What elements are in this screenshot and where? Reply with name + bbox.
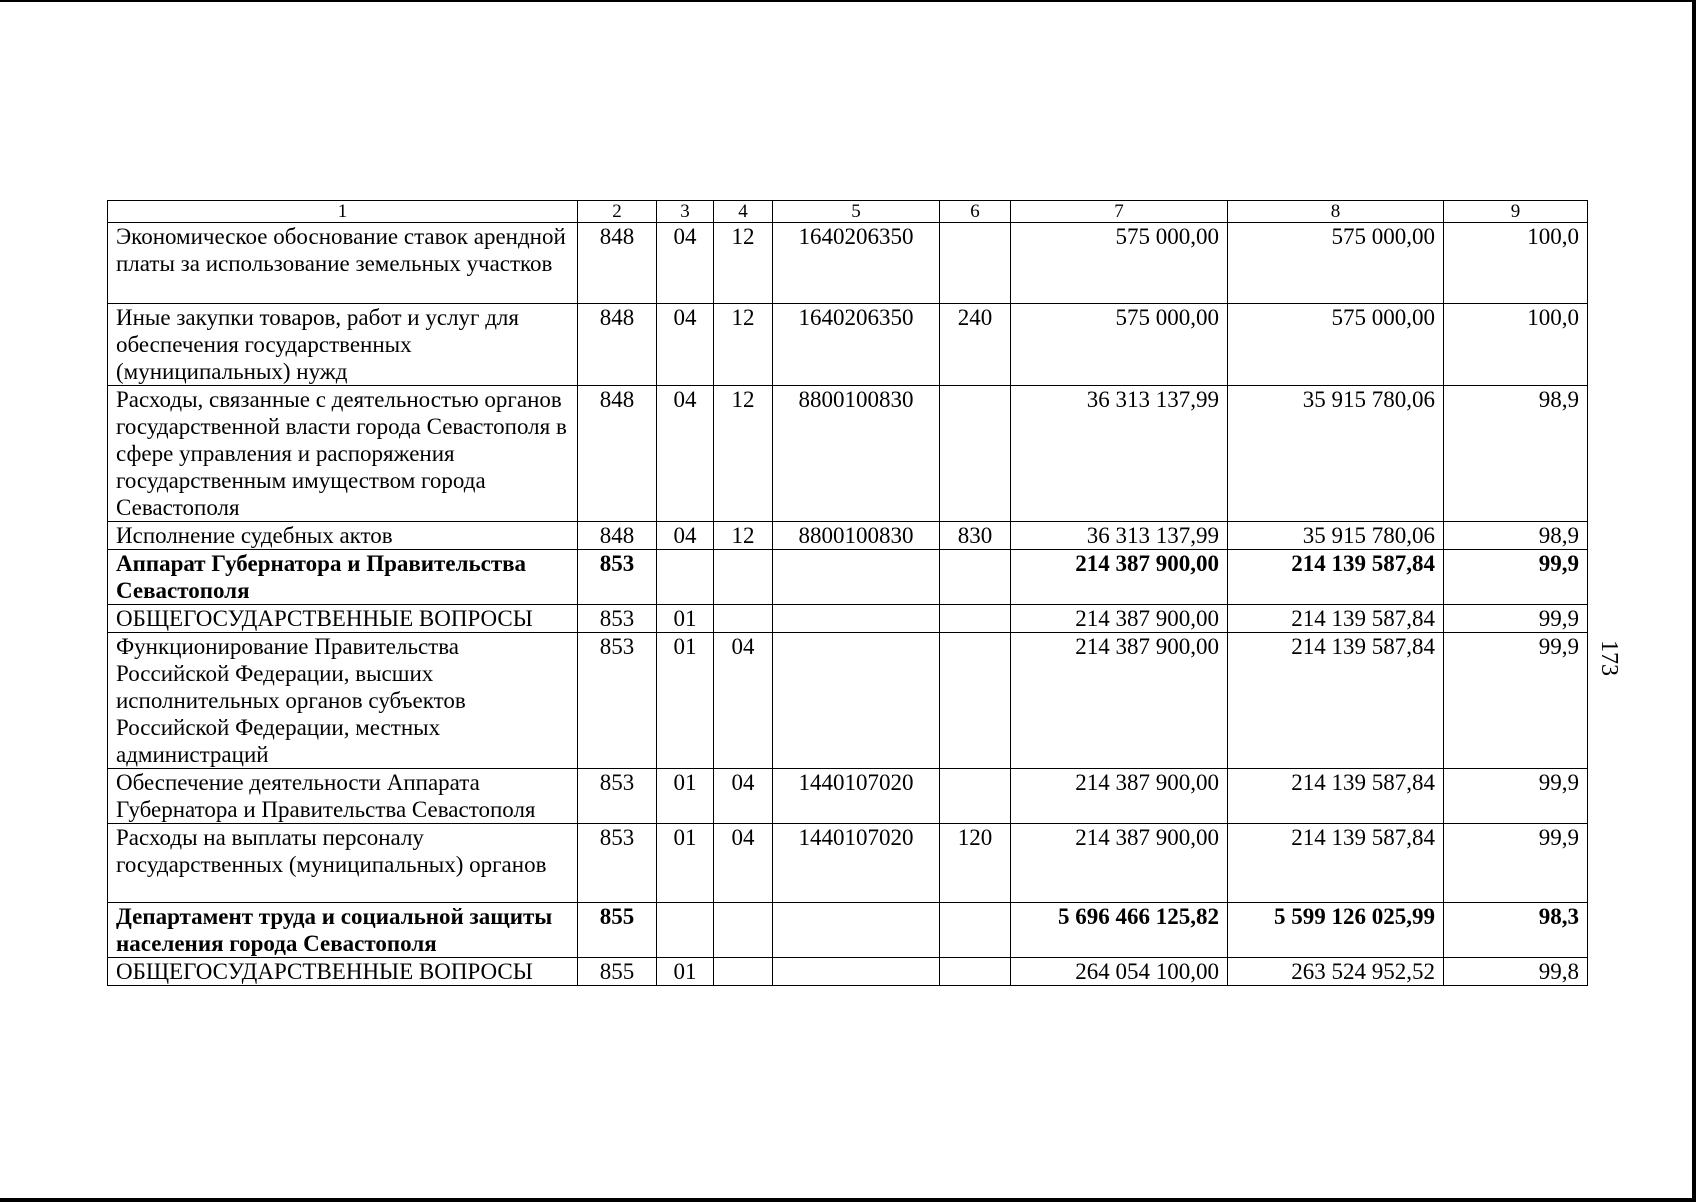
planned-amount-cell: 214 387 900,00 bbox=[1011, 550, 1228, 605]
table-row bbox=[108, 605, 1588, 633]
table-row bbox=[108, 633, 1588, 769]
section-cell: 01 bbox=[657, 958, 714, 986]
subsection-cell: 12 bbox=[714, 522, 773, 550]
section-cell: 04 bbox=[657, 386, 714, 522]
subsection-cell: 12 bbox=[714, 304, 773, 386]
subsection-cell: 12 bbox=[714, 223, 773, 304]
ministry-code-cell: 848 bbox=[578, 522, 657, 550]
planned-amount-cell: 36 313 137,99 bbox=[1011, 522, 1228, 550]
subsection-cell bbox=[714, 903, 773, 958]
execution-percent-cell: 98,9 bbox=[1444, 386, 1588, 522]
subsection-cell: 04 bbox=[714, 824, 773, 903]
column-number-header: 8 bbox=[1228, 201, 1444, 223]
item-name-cell: Аппарат Губернатора и Правительства Севастополя bbox=[108, 550, 578, 605]
expense-type-cell bbox=[940, 958, 1011, 986]
column-number-header: 4 bbox=[714, 201, 773, 223]
ministry-code-cell: 853 bbox=[578, 550, 657, 605]
expense-type-cell bbox=[940, 769, 1011, 824]
column-number-header: 9 bbox=[1444, 201, 1588, 223]
table-row bbox=[108, 304, 1588, 386]
target-article-cell: 1640206350 bbox=[773, 223, 940, 304]
planned-amount-cell: 214 387 900,00 bbox=[1011, 633, 1228, 769]
execution-percent-cell: 99,8 bbox=[1444, 958, 1588, 986]
section-cell: 01 bbox=[657, 824, 714, 903]
expense-type-cell bbox=[940, 386, 1011, 522]
item-name-cell: ОБЩЕГОСУДАРСТВЕННЫЕ ВОПРОСЫ bbox=[108, 605, 578, 633]
expense-type-cell bbox=[940, 633, 1011, 769]
column-number-header: 2 bbox=[578, 201, 657, 223]
section-cell: 01 bbox=[657, 769, 714, 824]
expense-type-cell: 830 bbox=[940, 522, 1011, 550]
ministry-code-cell: 853 bbox=[578, 605, 657, 633]
column-number-row bbox=[108, 201, 1588, 223]
target-article-cell bbox=[773, 958, 940, 986]
table-row bbox=[108, 824, 1588, 903]
table-row bbox=[108, 550, 1588, 605]
expense-type-cell: 240 bbox=[940, 304, 1011, 386]
target-article-cell bbox=[773, 633, 940, 769]
section-cell: 04 bbox=[657, 223, 714, 304]
planned-amount-cell: 214 387 900,00 bbox=[1011, 769, 1228, 824]
column-number-header: 7 bbox=[1011, 201, 1228, 223]
subsection-cell bbox=[714, 550, 773, 605]
executed-amount-cell: 575 000,00 bbox=[1228, 223, 1444, 304]
subsection-cell: 04 bbox=[714, 633, 773, 769]
executed-amount-cell: 214 139 587,84 bbox=[1228, 769, 1444, 824]
planned-amount-cell: 214 387 900,00 bbox=[1011, 824, 1228, 903]
planned-amount-cell: 214 387 900,00 bbox=[1011, 605, 1228, 633]
execution-percent-cell: 99,9 bbox=[1444, 550, 1588, 605]
executed-amount-cell: 5 599 126 025,99 bbox=[1228, 903, 1444, 958]
column-number-header: 1 bbox=[108, 201, 578, 223]
item-name-cell: Функционирование Правительства Российской Федерации, высших исполнительных органов субъектов Российской Федерации, местных администраций bbox=[108, 633, 578, 769]
executed-amount-cell: 575 000,00 bbox=[1228, 304, 1444, 386]
section-cell: 04 bbox=[657, 304, 714, 386]
executed-amount-cell: 35 915 780,06 bbox=[1228, 386, 1444, 522]
ministry-code-cell: 848 bbox=[578, 223, 657, 304]
ministry-code-cell: 853 bbox=[578, 769, 657, 824]
item-name-cell: Расходы на выплаты персоналу государственных (муниципальных) органов bbox=[108, 824, 578, 903]
column-number-header: 5 bbox=[773, 201, 940, 223]
target-article-cell bbox=[773, 605, 940, 633]
expense-type-cell bbox=[940, 903, 1011, 958]
target-article-cell: 1440107020 bbox=[773, 769, 940, 824]
execution-percent-cell: 100,0 bbox=[1444, 223, 1588, 304]
subsection-cell: 04 bbox=[714, 769, 773, 824]
executed-amount-cell: 214 139 587,84 bbox=[1228, 550, 1444, 605]
table-row bbox=[108, 522, 1588, 550]
item-name-cell: Департамент труда и социальной защиты населения города Севастополя bbox=[108, 903, 578, 958]
execution-percent-cell: 99,9 bbox=[1444, 769, 1588, 824]
executed-amount-cell: 263 524 952,52 bbox=[1228, 958, 1444, 986]
planned-amount-cell: 575 000,00 bbox=[1011, 223, 1228, 304]
subsection-cell bbox=[714, 958, 773, 986]
page-number: 173 bbox=[1596, 640, 1622, 676]
section-cell: 04 bbox=[657, 522, 714, 550]
ministry-code-cell: 853 bbox=[578, 633, 657, 769]
item-name-cell: Экономическое обоснование ставок арендной платы за использование земельных участков bbox=[108, 223, 578, 304]
planned-amount-cell: 36 313 137,99 bbox=[1011, 386, 1228, 522]
subsection-cell: 12 bbox=[714, 386, 773, 522]
section-cell: 01 bbox=[657, 605, 714, 633]
execution-percent-cell: 99,9 bbox=[1444, 824, 1588, 903]
table-row bbox=[108, 958, 1588, 986]
column-number-header: 3 bbox=[657, 201, 714, 223]
execution-percent-cell: 99,9 bbox=[1444, 633, 1588, 769]
section-cell: 01 bbox=[657, 633, 714, 769]
budget-table bbox=[107, 200, 1588, 986]
column-number-header: 6 bbox=[940, 201, 1011, 223]
executed-amount-cell: 214 139 587,84 bbox=[1228, 633, 1444, 769]
planned-amount-cell: 5 696 466 125,82 bbox=[1011, 903, 1228, 958]
planned-amount-cell: 575 000,00 bbox=[1011, 304, 1228, 386]
ministry-code-cell: 848 bbox=[578, 304, 657, 386]
target-article-cell: 8800100830 bbox=[773, 386, 940, 522]
item-name-cell: Иные закупки товаров, работ и услуг для обеспечения государственных (муниципальных) нужд bbox=[108, 304, 578, 386]
execution-percent-cell: 100,0 bbox=[1444, 304, 1588, 386]
executed-amount-cell: 214 139 587,84 bbox=[1228, 605, 1444, 633]
subsection-cell bbox=[714, 605, 773, 633]
expense-type-cell bbox=[940, 223, 1011, 304]
table-row bbox=[108, 223, 1588, 304]
execution-percent-cell: 98,3 bbox=[1444, 903, 1588, 958]
executed-amount-cell: 214 139 587,84 bbox=[1228, 824, 1444, 903]
target-article-cell: 8800100830 bbox=[773, 522, 940, 550]
table-row bbox=[108, 903, 1588, 958]
item-name-cell: Расходы, связанные с деятельностью органов государственной власти города Севастополя в сфере управления и распоряжения государственным имуществом города Севастополя bbox=[108, 386, 578, 522]
section-cell bbox=[657, 903, 714, 958]
target-article-cell bbox=[773, 903, 940, 958]
item-name-cell: Обеспечение деятельности Аппарата Губернатора и Правительства Севастополя bbox=[108, 769, 578, 824]
ministry-code-cell: 855 bbox=[578, 958, 657, 986]
expense-type-cell: 120 bbox=[940, 824, 1011, 903]
target-article-cell bbox=[773, 550, 940, 605]
planned-amount-cell: 264 054 100,00 bbox=[1011, 958, 1228, 986]
target-article-cell: 1440107020 bbox=[773, 824, 940, 903]
expense-type-cell bbox=[940, 550, 1011, 605]
table-row bbox=[108, 769, 1588, 824]
expense-type-cell bbox=[940, 605, 1011, 633]
executed-amount-cell: 35 915 780,06 bbox=[1228, 522, 1444, 550]
ministry-code-cell: 855 bbox=[578, 903, 657, 958]
ministry-code-cell: 848 bbox=[578, 386, 657, 522]
execution-percent-cell: 99,9 bbox=[1444, 605, 1588, 633]
ministry-code-cell: 853 bbox=[578, 824, 657, 903]
item-name-cell: Исполнение судебных актов bbox=[108, 522, 578, 550]
execution-percent-cell: 98,9 bbox=[1444, 522, 1588, 550]
section-cell bbox=[657, 550, 714, 605]
table-row bbox=[108, 386, 1588, 522]
item-name-cell: ОБЩЕГОСУДАРСТВЕННЫЕ ВОПРОСЫ bbox=[108, 958, 578, 986]
target-article-cell: 1640206350 bbox=[773, 304, 940, 386]
